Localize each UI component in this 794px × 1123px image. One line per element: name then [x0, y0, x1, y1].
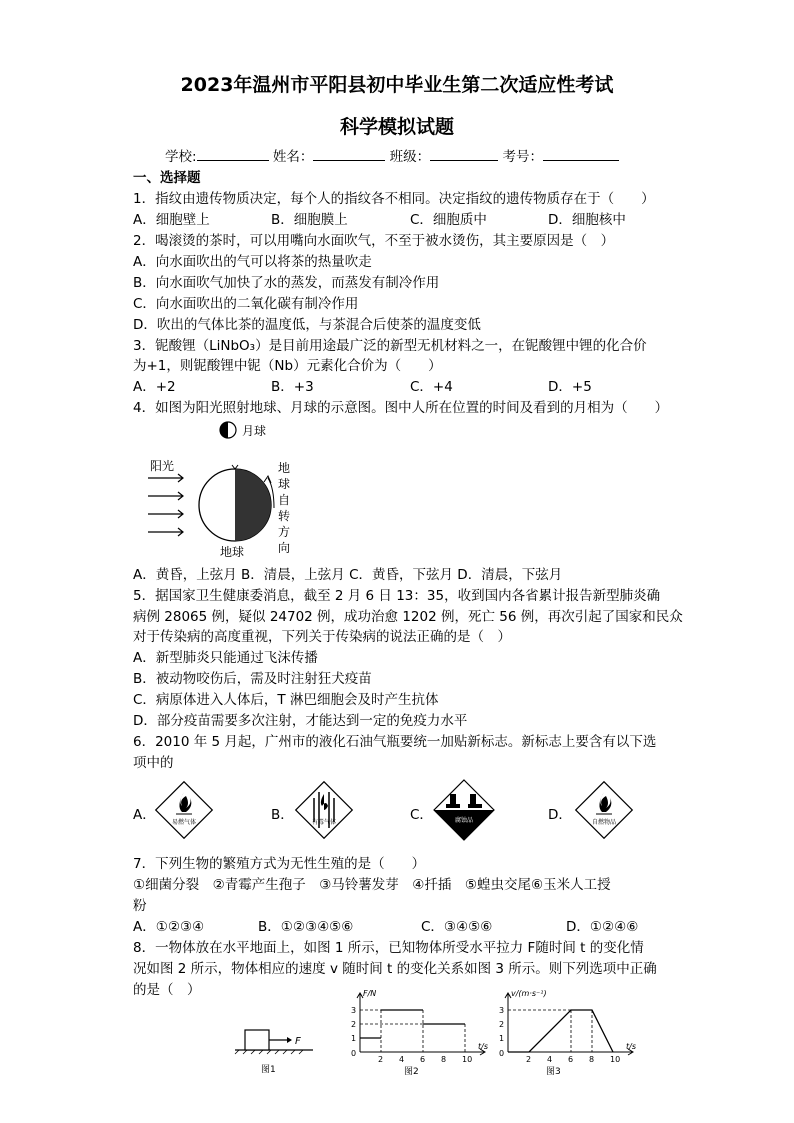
- q7-option-d: D．①②④⑥: [566, 919, 639, 935]
- student-info: [165, 145, 619, 165]
- earth-moon-figure: [140, 418, 310, 560]
- block: [245, 1030, 269, 1050]
- sign-c-label: 腐蚀品: [454, 817, 474, 824]
- q7-items-line1: ①细菌分裂 ②青霉产生孢子 ③马铃薯发芽 ④扦插 ⑤蝗虫交尾⑥玉米人工授: [133, 877, 611, 893]
- q3-stem-line1: 3．铌酸锂（LiNbO₃）是目前用途最广泛的新型无机材料之一，在铌酸锂中锂的化合价: [133, 338, 647, 354]
- svg-text:方: 方: [278, 525, 291, 539]
- rotation-label: [278, 460, 290, 555]
- q2-option-c: C．向水面吹出的二氧化碳有制冷作用: [133, 296, 359, 312]
- q6-option-a: A．: [133, 807, 156, 823]
- q1-stem: 1．指纹由遗传物质决定，每个人的指纹各不相同。决定指纹的遗传物质存在于（ ）: [133, 191, 655, 207]
- q6-option-d: D．: [548, 807, 572, 823]
- x-tick-label: 2: [378, 1055, 384, 1064]
- person-marker-icon: [232, 465, 238, 469]
- x-tick-label: 10: [462, 1055, 473, 1064]
- sign-b-label: 有毒气体: [311, 819, 337, 826]
- q5-option-c: C．病原体进入人体后，T 淋巴细胞会及时产生抗体: [133, 692, 439, 708]
- school-label: 学校:: [165, 149, 197, 165]
- x-tick-label: 6: [420, 1055, 426, 1064]
- q3-option-d: D．+5: [548, 379, 592, 395]
- x-tick-label: 4: [547, 1055, 553, 1064]
- y-tick-label: 3: [499, 1006, 505, 1015]
- y-tick-label: 3: [351, 1006, 357, 1015]
- exam-title: 2023年温州市平阳县初中毕业生第二次适应性考试: [180, 74, 614, 96]
- q4-stem: 4．如图为阳光照射地球、月球的示意图。图中人所在位置的时间及看到的月相为（ ）: [133, 400, 669, 416]
- flammable-gas-sign-icon: [152, 778, 216, 842]
- toxic-gas-sign-icon: [292, 778, 356, 842]
- q3-option-a: A．+2: [133, 379, 176, 395]
- sunlight-arrows: [148, 474, 183, 536]
- svg-text:向: 向: [278, 541, 291, 555]
- q3-option-c: C．+4: [410, 379, 453, 395]
- x-tick-label: 8: [589, 1055, 595, 1064]
- y-tick-label: 2: [499, 1020, 505, 1029]
- q7-items-line2: 粉: [133, 898, 147, 914]
- q2-option-a: A．向水面吹出的气可以将茶的热量吹走: [133, 254, 372, 270]
- sign-a-label: 易燃气体: [171, 819, 197, 826]
- q4-options: A．黄昏，上弦月 B．清晨，上弦月 C．黄昏，下弦月 D．清晨，下弦月: [133, 567, 563, 583]
- q5-stem-line3: 对于传染病的高度重视，下列关于传染病的说法正确的是（ ）: [133, 629, 511, 645]
- spontaneous-combustion-sign-icon: [572, 778, 636, 842]
- svg-text:自: 自: [278, 493, 291, 507]
- q5-stem-line1: 5．据国家卫生健康委消息，截至 2 月 6 日 13：35，收到国内各省累计报告新型肺炎确: [133, 588, 661, 604]
- school-field[interactable]: [197, 148, 269, 161]
- q7-option-b: B．①②③④⑤⑥: [258, 919, 354, 935]
- sign-d-label: 自燃物品: [591, 819, 617, 826]
- name-label: 姓名：: [272, 149, 314, 165]
- q5-option-a: A．新型肺炎只能通过飞沫传播: [133, 650, 318, 666]
- svg-text:球: 球: [278, 477, 291, 491]
- class-label: 班级：: [389, 149, 431, 165]
- figure-1: [225, 1022, 325, 1078]
- figure-2-force-chart: [342, 986, 490, 1078]
- q1-option-b: B．细胞膜上: [271, 212, 348, 228]
- x-tick-label: 8: [441, 1055, 447, 1064]
- svg-text:地: 地: [278, 461, 291, 475]
- q2-stem: 2．喝滚烫的茶时，可以用嘴向水面吹气，不至于被水烫伤，其主要原因是（ ）: [133, 233, 615, 249]
- q8-stem-line3: 的是（ ）: [133, 982, 201, 998]
- q3-option-b: B．+3: [271, 379, 314, 395]
- class-field[interactable]: [430, 148, 498, 161]
- figure-1-label: 图1: [261, 1065, 276, 1075]
- moon-label: 月球: [242, 424, 267, 438]
- q1-option-a: A．细胞壁上: [133, 212, 210, 228]
- q6-option-b: B．: [271, 807, 294, 823]
- exam-subtitle: 科学模拟试题: [339, 116, 454, 138]
- section-heading: 一、选择题: [133, 170, 201, 186]
- q7-option-a: A．①②③④: [133, 919, 205, 935]
- q7-option-c: C．③④⑤⑥: [421, 919, 493, 935]
- y-tick-label: 1: [499, 1034, 505, 1043]
- q5-stem-line2: 病例 28065 例，疑似 24702 例，成功治愈 1202 例，死亡 56 例，再次引起了国家和民众: [133, 609, 683, 625]
- q6-option-c: C．: [410, 807, 433, 823]
- figure-2-label: 图2: [404, 1067, 419, 1077]
- figure-3-velocity-chart: [490, 986, 638, 1078]
- q1-option-d: D．细胞核中: [548, 212, 626, 228]
- q6-stem-line1: 6．2010 年 5 月起，广州市的液化石油气瓶要统一加贴新标志。新标志上要含有以下选: [133, 734, 657, 750]
- q5-option-d: D．部分疫苗需要多次注射，才能达到一定的免疫力水平: [133, 713, 468, 729]
- x-tick-label: 10: [610, 1055, 621, 1064]
- y-axis-label: v/(m·s⁻¹): [511, 989, 547, 998]
- sunlight-label: 阳光: [150, 459, 175, 473]
- x-tick-label: 2: [526, 1055, 532, 1064]
- origin-label: 0: [351, 1049, 357, 1058]
- q2-option-d: D．吹出的气体比茶的温度低，与茶混合后使茶的温度变低: [133, 317, 481, 333]
- force-label: F: [295, 1036, 301, 1047]
- earth-label: 地球: [220, 545, 245, 559]
- svg-text:转: 转: [278, 509, 291, 523]
- corrosive-sign-icon: [432, 778, 496, 842]
- x-tick-label: 6: [568, 1055, 574, 1064]
- q6-stem-line2: 项中的: [133, 755, 174, 771]
- y-axis-label: F/N: [363, 989, 377, 998]
- velocity-line: [508, 1010, 613, 1052]
- x-tick-label: 4: [399, 1055, 405, 1064]
- name-field[interactable]: [313, 148, 385, 161]
- x-axis-label: t/s: [626, 1042, 636, 1051]
- x-axis-label: t/s: [478, 1042, 488, 1051]
- q7-stem: 7．下列生物的繁殖方式为无性生殖的是（ ）: [133, 856, 426, 872]
- q3-stem-line2: 为+1，则铌酸锂中铌（Nb）元素化合价为（ ）: [133, 358, 442, 374]
- q1-option-c: C．细胞质中: [410, 212, 487, 228]
- number-label: 考号：: [502, 149, 543, 165]
- moon-dark-half: [220, 422, 228, 438]
- q2-option-b: B．向水面吹气加快了水的蒸发，而蒸发有制冷作用: [133, 275, 440, 291]
- figure-3-label: 图3: [546, 1067, 561, 1077]
- y-tick-label: 1: [351, 1034, 357, 1043]
- q8-stem-line2: 况如图 2 所示，物体相应的速度 v 随时间 t 的变化关系如图 3 所示。则下列选项中正确: [133, 961, 657, 977]
- q5-option-b: B．被动物咬伤后，需及时注射狂犬疫苗: [133, 671, 372, 687]
- y-tick-label: 2: [351, 1020, 357, 1029]
- number-field[interactable]: [543, 148, 619, 161]
- q8-stem-line1: 8．一物体放在水平地面上，如图 1 所示，已知物体所受水平拉力 F随时间 t 的变化情: [133, 940, 644, 956]
- origin-label: 0: [499, 1049, 505, 1058]
